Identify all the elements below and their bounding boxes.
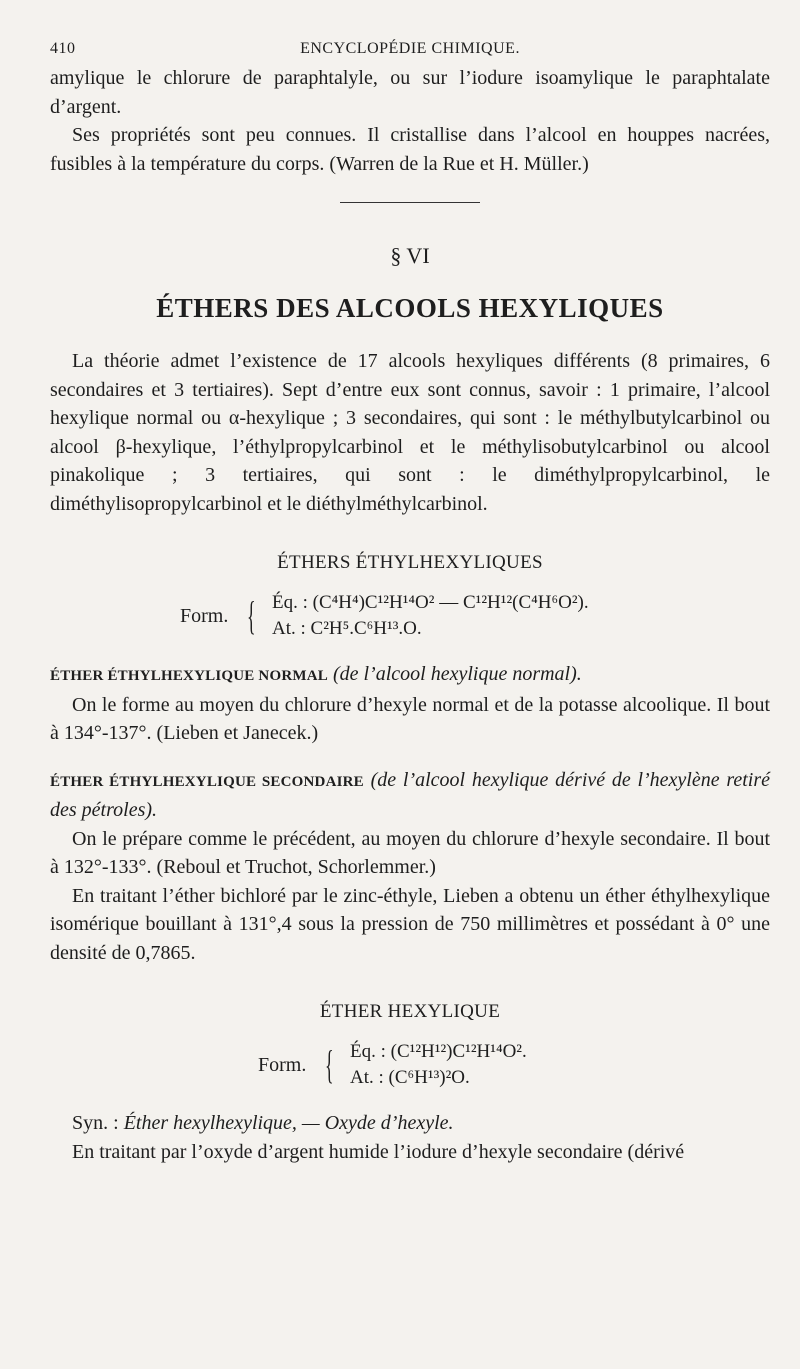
document-page — [50, 36, 770, 1166]
secondary-ether-subtitle: (de l’alcool hexylique dérivé de l’hexylène retiré des pétroles). — [50, 768, 771, 821]
synonym-line — [50, 1109, 770, 1138]
ethylhexyl-heading: ÉTHERS ÉTHYLHEXYLIQUES — [277, 552, 543, 573]
separator-rule — [340, 202, 480, 203]
formula-label: Form. — [258, 1054, 307, 1076]
page-number: 410 — [50, 40, 76, 57]
section-title: ÉTHERS DES ALCOOLS HEXYLIQUES — [156, 293, 664, 323]
normal-ether-heading: ÉTHER ÉTHYLHEXYLIQUE NORMAL — [50, 668, 328, 684]
secondary-ether-heading-line — [50, 766, 770, 825]
normal-ether-subtitle: (de l’alcool hexylique normal). — [332, 663, 582, 685]
secondary-ether-text-2: En traitant l’éther bichloré par le zinc-éthyle, Lieben a obtenu un éther éthylhexylique isomérique bouillant à 131°,4 sous la pression de 750 millimètres et possédant à 0° une densité de 0,7865. — [50, 884, 770, 964]
hexyl-ether-formula — [50, 1039, 770, 1097]
formula-label: Form. — [180, 605, 229, 627]
last-paragraph: En traitant par l’oxyde d’argent humide l’iodure d’hexyle secondaire (dérivé — [72, 1140, 685, 1163]
synonym-label: Syn. : — [72, 1112, 119, 1134]
normal-ether-text: On le forme au moyen du chlorure d’hexyle normal et de la potasse alcoolique. Il bout à 134°-137°. (Lieben et Janecek.) — [50, 693, 770, 744]
formula-atomic: At. : (C⁶H¹³)²O. — [350, 1067, 470, 1088]
brace-symbol: { — [325, 1042, 334, 1087]
intro-paragraph-1: amylique le chlorure de paraphtalyle, ou sur l’iodure isoamylique le paraphtalate d’argent. — [50, 67, 770, 118]
normal-ether-heading-line — [50, 660, 770, 691]
theory-paragraph: La théorie admet l’existence de 17 alcools hexyliques différents (8 primaires, 6 secondaires et 3 tertiaires). Sept d’entre eux sont connus, savoir : 1 primaire, l’alcool hexylique normal ou α-hexylique ; 3 secondaires, qui sont : le méthylbutylcarbinol ou alcool β-hexylique, l’éthylpropylcarbinol et le méthylisobutylcarbinol ou alcool pinakolique ; 3 tertiaires, qui sont : le diméthylpropylcarbinol, le diméthylisopropylcarbinol et le diéthylméthylcarbinol. — [50, 350, 770, 515]
brace-symbol: { — [247, 593, 256, 638]
intro-paragraph-2: Ses propriétés sont peu connues. Il cristallise dans l’alcool en houppes nacrées, fusibles à la température du corps. (Warren de la Rue et H. Müller.) — [50, 124, 770, 175]
formula-equivalent: Éq. : (C⁴H⁴)C¹²H¹⁴O² — C¹²H¹²(C⁴H⁶O²). — [272, 592, 589, 613]
hexyl-ether-heading: ÉTHER HEXYLIQUE — [319, 1001, 501, 1022]
section-number: § VI — [390, 243, 430, 268]
secondary-ether-heading: ÉTHER ÉTHYLHEXYLIQUE SECONDAIRE — [50, 773, 364, 790]
running-head — [50, 36, 770, 64]
synonym-value: Éther hexylhexylique, — Oxyde d’hexyle. — [123, 1112, 454, 1134]
formula-atomic: At. : C²H⁵.C⁶H¹³.O. — [272, 618, 422, 639]
secondary-ether-text-1: On le prépare comme le précédent, au moyen du chlorure d’hexyle secondaire. Il bout à 132°-133°. (Reboul et Truchot, Schorlemmer.) — [50, 827, 770, 878]
ethylhexyl-formula — [50, 590, 770, 648]
running-title: ENCYCLOPÉDIE CHIMIQUE. — [300, 40, 520, 57]
formula-equivalent: Éq. : (C¹²H¹²)C¹²H¹⁴O². — [350, 1041, 527, 1062]
